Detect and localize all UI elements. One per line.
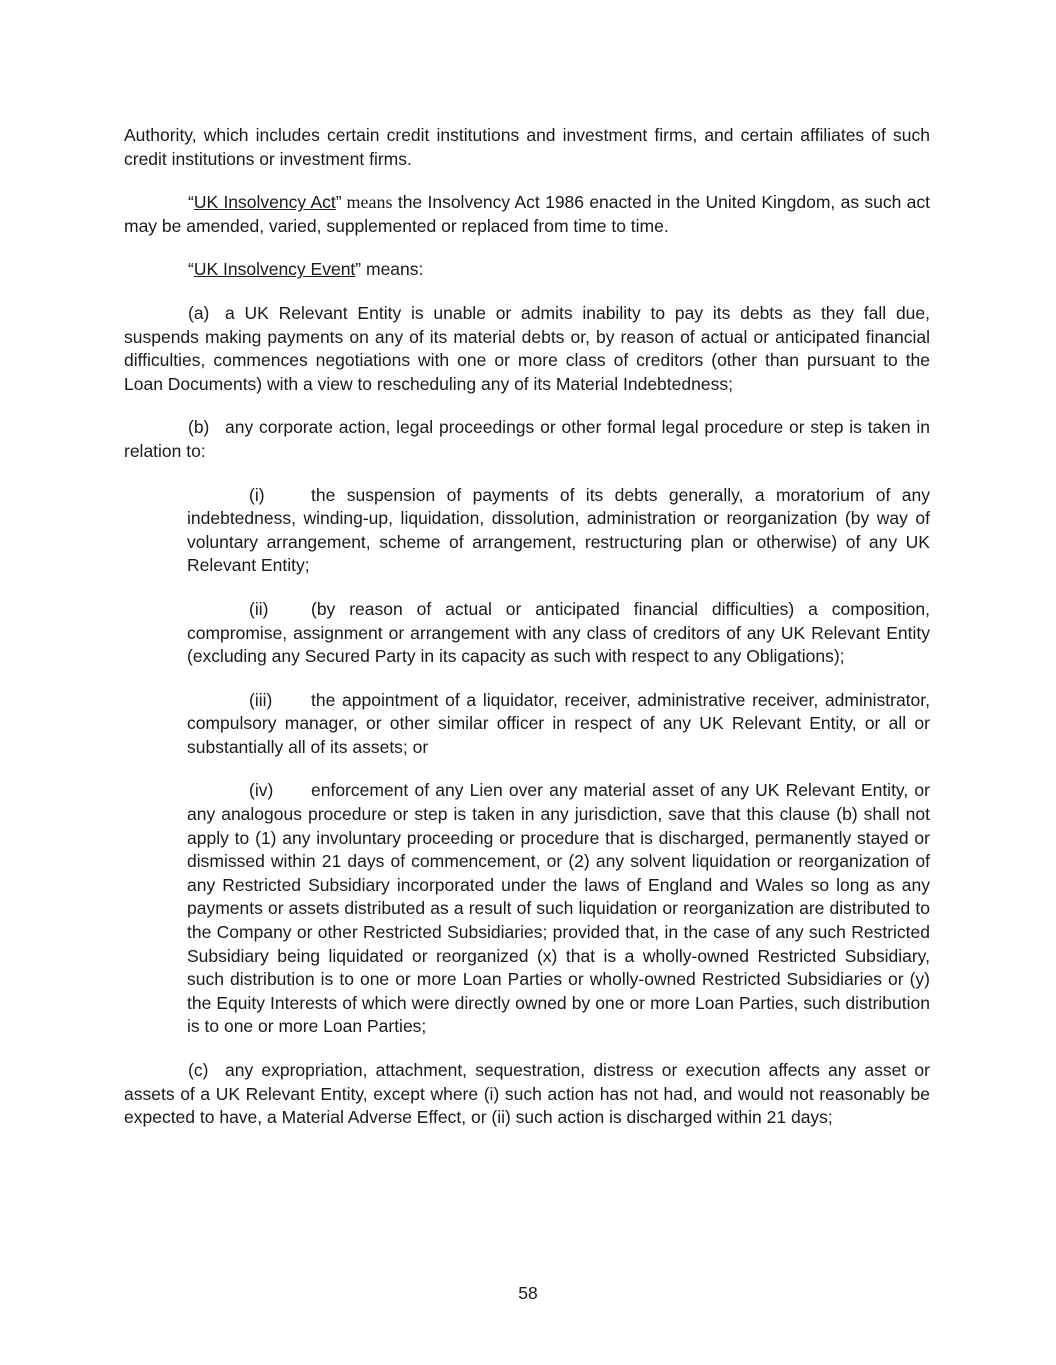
document-page: [124, 124, 930, 1150]
definition-uk-insolvency-act: [124, 191, 930, 238]
close-quote: ”: [355, 259, 362, 280]
definition-text: the Insolvency Act 1986 enacted in the United Kingdom, as such act may be amended, varied, supplemented or replaced from time to time.: [124, 192, 931, 236]
defined-term: UK Insolvency Act: [193, 192, 336, 213]
clause-b-i: [187, 484, 930, 578]
subclause-marker: (iii): [249, 689, 273, 710]
clause-b-iii: [187, 689, 930, 760]
subclause-marker: (i): [249, 484, 265, 505]
definition-text: means:: [361, 259, 424, 280]
close-quote: ”: [335, 192, 342, 213]
clause-text: any corporate action, legal proceedings or other formal legal procedure or step is taken in relation to:: [124, 417, 930, 461]
clause-b-iv: [187, 779, 930, 1039]
subclause-marker: (iv): [249, 780, 274, 801]
defined-term: UK Insolvency Event: [193, 259, 356, 280]
clause-text: a UK Relevant Entity is unable or admits inability to pay its debts as they fall due, suspends making payments on any of its material debts or, by reason of actual or anticipated financial difficulties, commences negotiations with one or more class of creditors (other than pursuant to the Loan Documents) with a view to rescheduling any of its Material Indebtedness;: [124, 302, 930, 394]
clause-b-ii: [187, 598, 930, 669]
open-quote: “: [188, 192, 194, 213]
subclause-marker: (ii): [249, 598, 269, 619]
clause-text: any expropriation, attachment, sequestration, distress or execution affects any asset or assets of a UK Relevant Entity, except where (i) such action has not had, and would not reasonably be expected to have, a Material Adverse Effect, or (ii) such action is discharged within 21 days;: [124, 1060, 930, 1128]
clause-b: [124, 416, 930, 463]
clause-marker: (c): [188, 1060, 209, 1080]
subclause-text: the appointment of a liquidator, receiver, administrative receiver, administrator, compulsory manager, or other similar officer in respect of any UK Relevant Entity, or all or substantially all of its assets; or: [187, 689, 930, 757]
subclause-text: (by reason of actual or anticipated financial difficulties) a composition, compromise, assignment or arrangement with any class of creditors of any UK Relevant Entity (excluding any Secured Party in its capacity as such with respect to any Obligations);: [187, 598, 930, 667]
clause-marker: (a): [188, 302, 210, 323]
means-word: means: [341, 192, 393, 213]
open-quote: “: [188, 259, 194, 280]
definition-uk-insolvency-event: [124, 258, 930, 282]
continuation-paragraph: Authority, which includes certain credit institutions and investment firms, and certain affiliates of such credit institutions or investment firms.: [124, 125, 930, 169]
page-number: 58: [518, 1283, 538, 1303]
subclause-text: enforcement of any Lien over any material asset of any UK Relevant Entity, or any analogous procedure or step is taken in any jurisdiction, save that this clause (b) shall not apply to (1) any involuntary proceeding or procedure that is discharged, permanently stayed or dismissed within 21 days of commencement, or (2) any solvent liquidation or reorganization of any Restricted Subsidiary incorporated under the laws of England and Wales so long as any payments or assets distributed as a result of such liquidation or reorganization are distributed to the Company or other Restricted Subsidiaries; provided that, in the case of any such Restricted Subsidiary being liquidated or reorganized (x) that is a wholly-owned Restricted Subsidiary, such distribution is to one or more Loan Parties or wholly-owned Restricted Subsidiaries or (y) the Equity Interests of which were directly owned by one or more Loan Parties, such distribution is to one or more Loan Parties;: [187, 780, 930, 1037]
subclause-text: the suspension of payments of its debts generally, a moratorium of any indebtedness, winding-up, liquidation, dissolution, administration or reorganization (by way of voluntary arrangement, scheme of arrangement, restructuring plan or otherwise) of any UK Relevant Entity;: [187, 484, 930, 576]
clause-marker: (b): [188, 417, 210, 438]
clause-c: [124, 1059, 930, 1130]
clause-a: [124, 302, 930, 396]
